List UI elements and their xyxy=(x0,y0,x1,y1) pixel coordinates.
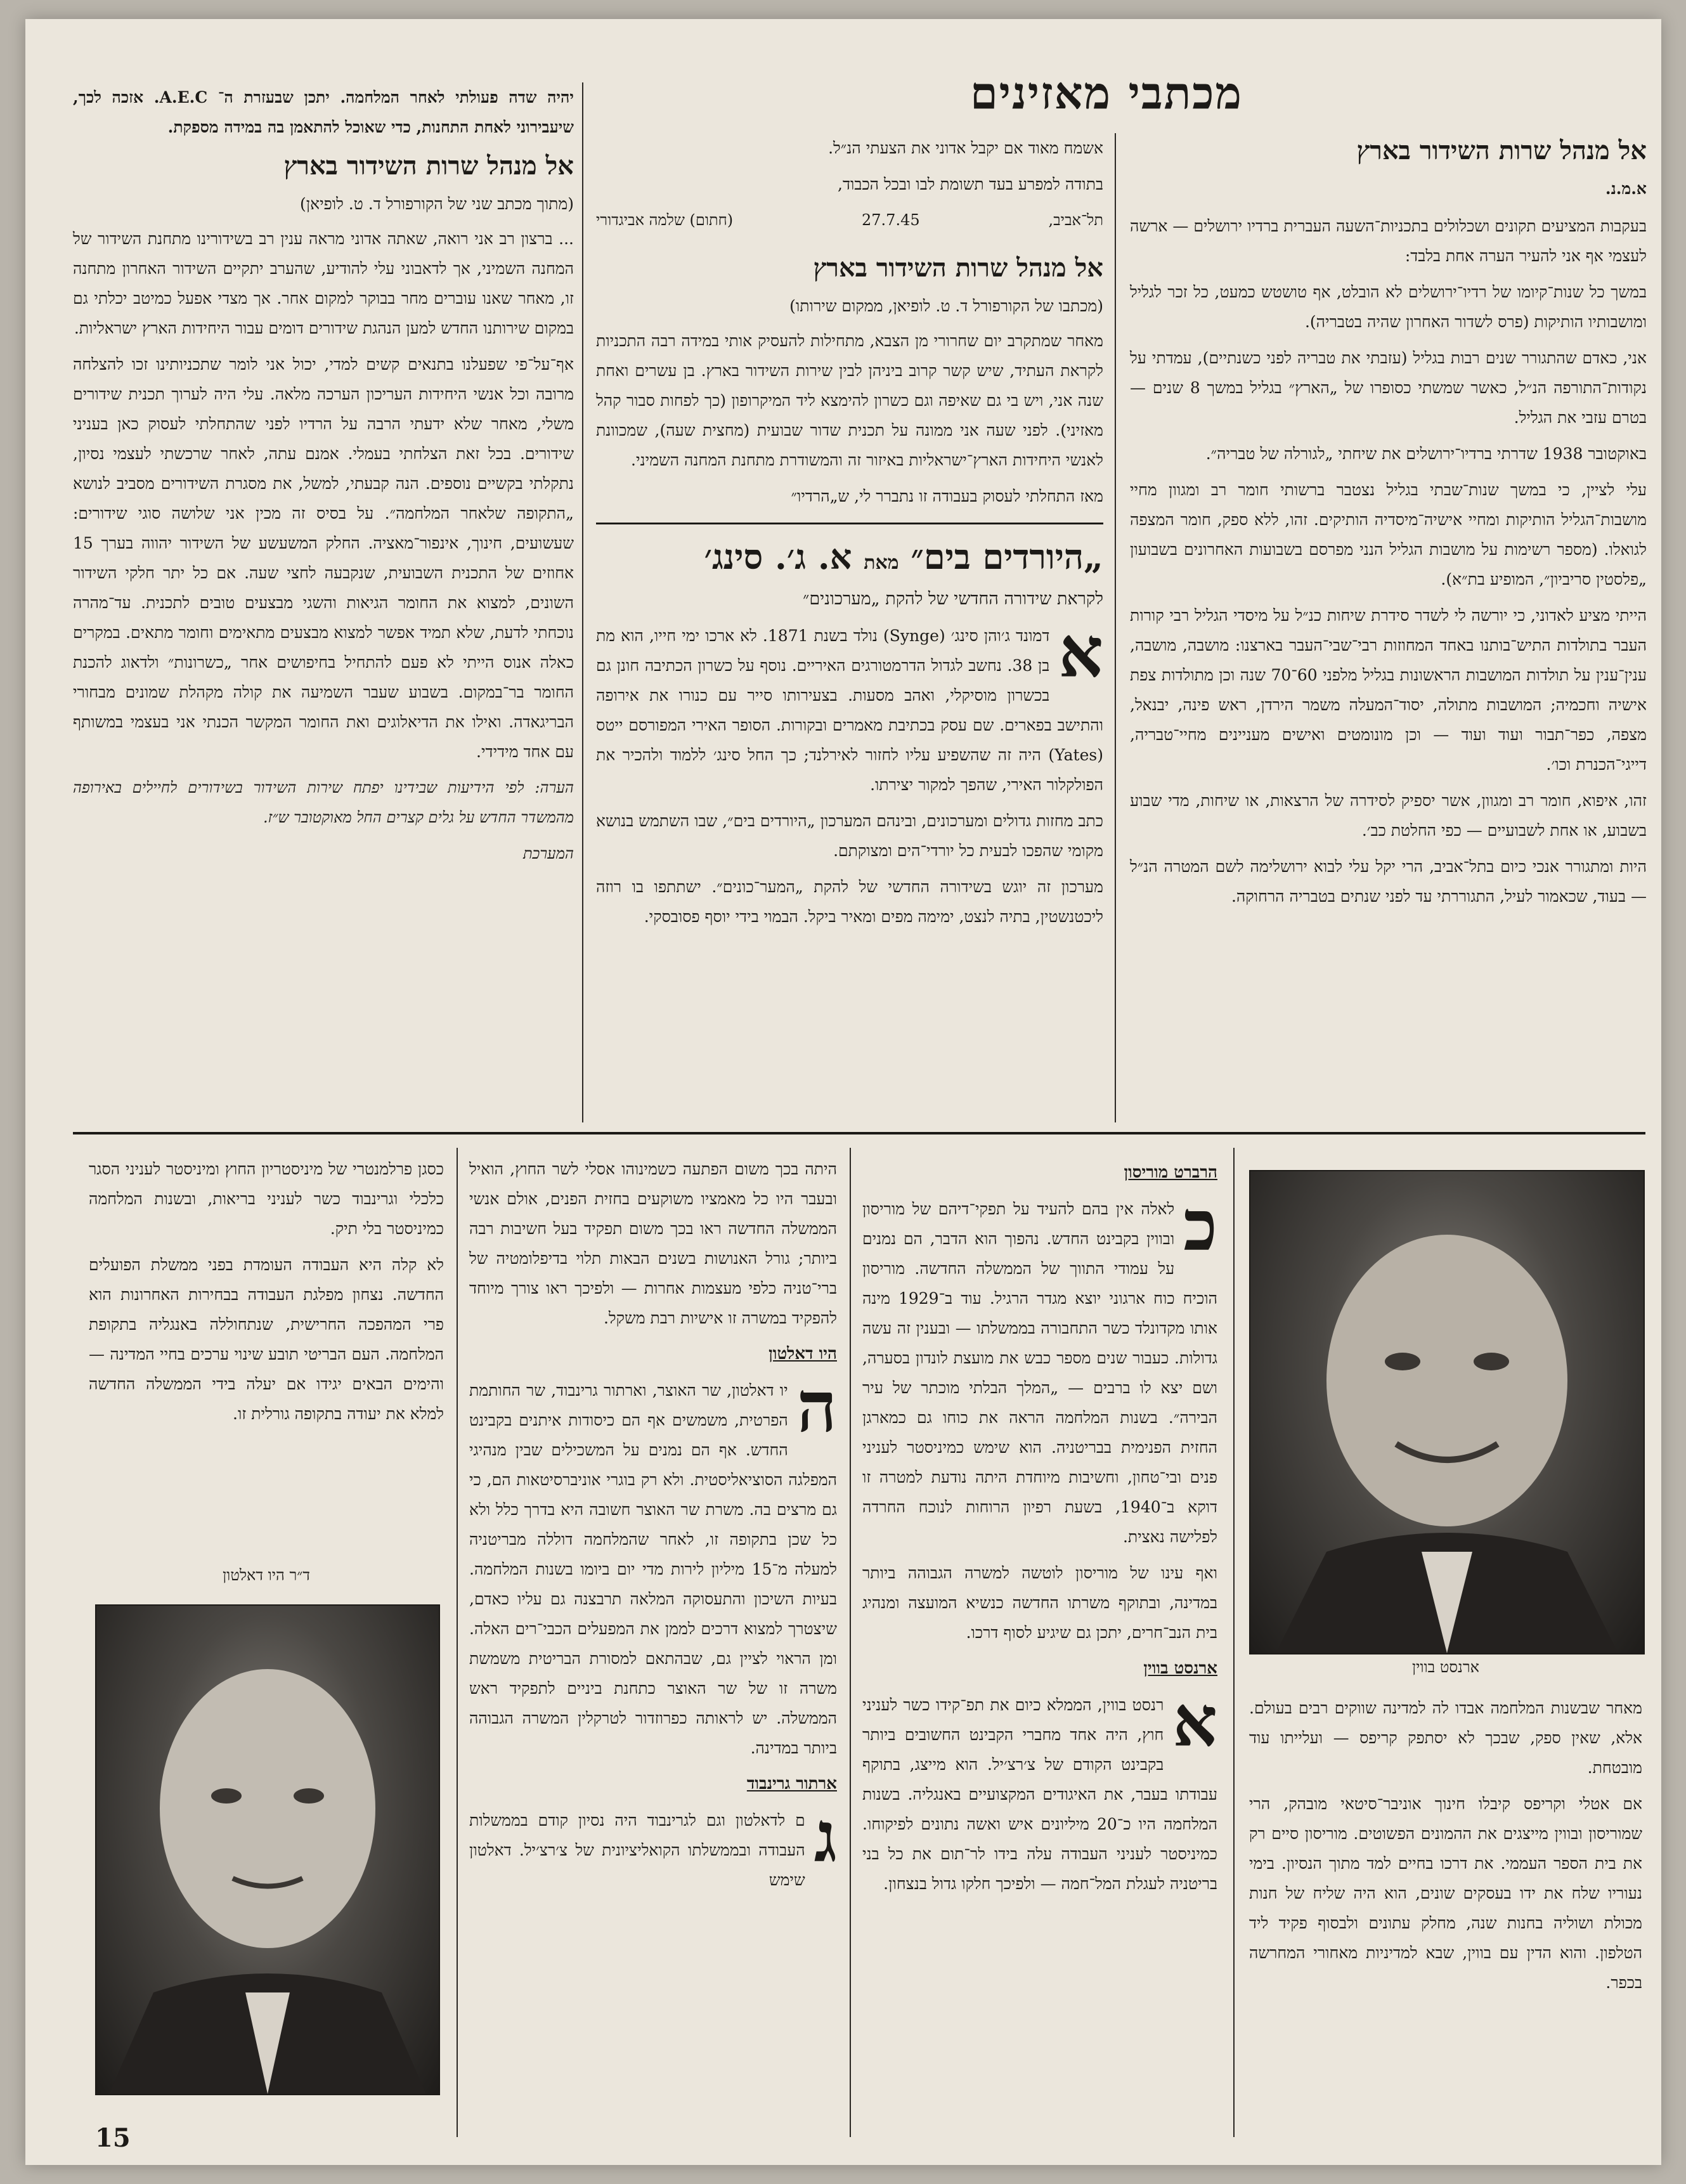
letter-2-continuation: יהיה שדה פעולתי לאחר המלחמה. יתכן שבעזרת ה־ A.E.C. אזכה לכך, שיעבירוני לאחת התחנות, כדי שאוכל להתאמן בה במידה מספקת. xyxy=(73,88,574,136)
greenwood-dropcap: ג xyxy=(814,1796,837,1878)
foreign-minister-paragraph: היתה בכך משום הפתעה כשמינוהו אסלי לשר החוץ, הואיל ובעבר היו כל מאמציו משוקעים בחזית הפנים, אולם אנשי הממשלה החדשה ראו בכך משום תפקיד בעל חשיבות רבה ביותר; גורל האנושות בשנים הבאות תלוי בדיפלומטיה של ברי־טניה כלפי מעצמות אחרות — ולפיכך ראו צורך מיוחד להפקיד במשרה זו אישיות רבת משקל. xyxy=(469,1160,837,1327)
synge-paragraph: דמונד ג׳והן סינג׳ (Synge) נולד בשנת 1871. לא ארכו ימי חייו, הוא מת בן 38. נחשב לגדול הדרמטורגים האיריים. נוסף על כשרון הכתיבה חונן גם בכשרון מוסיקלי, ואהב מסעות. בצעירותו סייר עם כנורו את אירופה והתישב בפארים. שם עסק בכתיבת מאמרים ובקורות. הסופר האירי המפורסם ייטס (Yates) היה זה שהשפיע עליו לחזור לאירלנד; כך החל סינג׳ ללמוד ולהכיר את הפולקלור האירי, שהפך למקור יצירתו. xyxy=(596,627,1103,794)
section-rule xyxy=(596,523,1103,524)
letter-1-paragraph: במשך כל שנות־קיומו של רדיו־ירושלים לא הובלט, אף טושטש כמעט, כל זכר לגליל ומושבותיו הותיקות (פרס לשדור האחרון שהיה בטבריה). xyxy=(1130,283,1647,331)
letter-2-paragraph: מאז התחלתי לעסוק בעבודה זו נתברר לי, ש„הרדיו״ xyxy=(791,487,1103,505)
letter-1-date: 27.7.45 xyxy=(862,211,920,229)
dalton-paragraph: יו דאלטון, שר האוצר, וארתור גרינבוד, שר החותמת הפרטית, משמשים אף הם כיסודות איתנים בקבינט החדש. אף הם נמנים על המשכילים שבין מנהיגי המפלגה הסוציאליסטית. ולא רק בוגרי אוניברסיטאות הם, כי גם מרצים בה. משרת שר האוצר חשובה היא בדרך כלל ולא כל שכן בתקופה זו, לאחר שהמלחמה דוללה מבריטניה למעלה מ־15 מיליון לירות מדי יום ביומו בשנות המלחמה. בעיות השיכון והתעסוקה המלאה תרבצנה גם עליו כאדם, שיצטרך למצוא דרכים לממן את המפעלים הכבי־רים האלה. ומן הראוי לציין גם, שבהתאם למסורת הבריטית משמשת משרה זו של שר האוצר כתחנת ביניים לתפקיד ראש הממשלה. יש לראותה כפרוזדור לטרקלין המשרה הגבוהה ביותר במדינה. xyxy=(469,1381,837,1757)
letter-1-paragraph: היות ומתגורר אנכי כיום בתל־אביב, הרי יקל עלי לבוא ירושלימה לשם המטרה הנ״ל — בעוד, שכאמור לעיל, התגוררתי עד לפני שנתים בטבריה הרחוקה. xyxy=(1130,857,1647,906)
dalton-dropcap: ה xyxy=(796,1366,837,1448)
bevin-continuation-paragraph: אם אטלי וקריפס קיבלו חינוך אוניבר־סיטאי מובהק, הרי שמוריסון ובווין מייצגים את ההמונים הפשוטים. מוריסון סיים רק את בית הספר העממי. את דרכו בחיים למד מתוך הנסיון. בימי נעוריו שלח את ידו בעסקים שונים, הוא היה שליח של חנות מכולת ושוליה בחנות שנה, מחלק עתונים ולבסוף פקיד ליד הטלפון. והוא הדין עם בווין, שבא למדיניות מאחורי המחרשה בכפר. xyxy=(1249,1795,1642,1992)
letter-1-place: תל־אביב, xyxy=(1048,211,1103,229)
bevin-continuation-paragraph: מאחר שבשנות המלחמה אבדו לה למדינה שווקים רבים בעולם. אלא, שאין ספק, שבכך לא יסתפק קריפס — ועלייתו עוד מובטחת. xyxy=(1249,1699,1642,1777)
synge-subtitle: לקראת שידורה החדשי של להקת „מערכונים״ xyxy=(803,589,1103,609)
letter-1-paragraph: אני, כאדם שהתגורר שנים רבות בגליל (עזבתי את טבריה לפני כשנתיים), עמדתי על נקודות־התורפה הנ״ל, כאשר שמשתי כסופרו של „הארץ״ בגליל במשך 8 שנים — בטרם עזבי את הגליל. xyxy=(1130,349,1647,427)
column-divider xyxy=(850,1148,851,2137)
synge-title xyxy=(596,536,1103,584)
letter-3-paragraph: ... ברצון רב אני רואה, שאתה אדוני מראה ענין רב בשידורינו מתחנת השידור של המחנה השמיני, אך לדאבוני עלי להודיע, שהערב יתקיים השידור האחרון מתחנה זו, מאחר שאנו עוברים מחר בבוקר למקום אחר. אך מצדי אפעל כמיטב יכלתי גם במקום שירותנו החדש למען הנהגת שידורים דומים עבור היחידות הארץ ישראליות. xyxy=(73,230,574,337)
bevin-paragraph: רנסט בווין, הממלא כיום את תפ־קידו כשר לעניני חוץ, היה אחד מחברי הקבינט החשובים ביותר בקבינט הקודם של צ׳רצ׳יל. הוא מייצג, בתוקף עבודתו בעבר, את האיגודים המקצועיים באנגליה. בשנות המלחמה היו כ־20 מיליונים איש ואשה נתונים לפיקוחו. כמיניסטר לעניני העבודה עלה בידו לר־תום את כל בני בריטניה לעגלת המל־חמה — ולפיכך חלקו גדול בנצחון. xyxy=(862,1696,1217,1893)
morrison-paragraph: ואף עינו של מוריסון לוטשה למשרה הגבוהה ביותר במדינה, ובתוקף משרתו החדשה כנשיא המועצה ומנהיג בית הנב־חרים, יתכן גם שיגיע לסוף דרכו. xyxy=(862,1564,1217,1642)
letter-3-subheading: (מתוך מכתב שני של הקורפורל ד. ט. לופיאן) xyxy=(299,195,574,213)
synge-dropcap: א xyxy=(1058,611,1103,693)
letter-1-paragraph: עלי לציין, כי במשך שנות־שבתי בגליל נצטבר ברשותי חומר רב ומגוון מחיי מושבות־הגליל הותיקות ומחיי אישיה־מיסדיה הותיקים. זהו, ללא ספק, חומר המצפה לגואלו. (מספר רשימות על מושבות הגליל הנני מפרסם בשבועות האחרונים בשבועון „פלסטין סריביון״, המופיע בת״א). xyxy=(1130,481,1647,588)
bevin-continuation-column xyxy=(1249,1693,1642,2004)
letter-3-paragraph: אף־על־פי שפעלנו בתנאים קשים למדי, יכול אני לומר שתכניותינו זכו להצלחה מרובה וכל אנשי היחידות העריכון הערכה מלאה. עלי היה לערוך תכנית שידורים משלי, מאחר שלא ידעתי הרבה על הרדיו לפני שהתחלתי לעסוק כאן בעניני שידורים. בכל זאת הצלחתי בעמלי. אמנם עתה, לאחר שרכשתי לעצמי נסיון, נתקלתי בקשיים נוספים. הנה קבעתי, למשל, את מסגרת השידורים מסביב לנושא „התקופה שלאחר המלחמה״. על בסיס זה מכין אני שלושה סוגי שידורים: שעשועים, חינוך, אינפור־מאציה. החלק המשעשע של השידור יהווה בערך 15 אחוזים של התכנית השבועית, שנקבעה לחצי שעה. אם כל יתר חלקי השידור השונים, למצוא את החומר הגיאות והשגי מבצעים טובים לתכנית. עד־מהרה נוכחתי לדעת, שלא תמיד אפשר למצוא מבצעים מתאימים וחומר מתאים. במקרים כאלה אנוס הייתי לא פעם להתחיל בחיפושים אחר „כשרונות״ ולדאוג להכנת החומר בר־במקום. בשבוע שעבר השמיעה את קולה מקהלת שמונים מבחורי הבריגאדה. ואילו את הדיאלוגים ואת החומר המקשר הכנתי אני בעצמי במשותף עם אחד מידידי. xyxy=(73,355,574,761)
editor-note-sign: המערכת xyxy=(522,845,574,862)
letter-1-paragraph: הייתי מציע לאדוני, כי יורשה לי לשדר סידרת שיחות כנ״ל על מיסדי הגליל רבי קורות העבר בתולדות התיש־בותנו באחד המחוזות רבי־שבי־העבר בארצנו: מושבה, מושבה, ענין־ענין על תולדות המושבות הראשונות בגליל מלפני 60־70 שנה וכן מתולדות צפת אישיה וחכמיה; המושבות מתולה, יסוד־המעלה משמר הירדן, ראש פינה, יבנאל, מצפה, כפר־תבור ועוד ועוד — וכן מונומטים ואישים מעניינים מחיי־טבריה, דייגי־הכנרת וכו׳. xyxy=(1130,606,1647,774)
synge-title-by: מאת xyxy=(864,552,899,574)
masthead-title: מכתבי מאזינים xyxy=(970,67,1243,119)
labour-government-column xyxy=(89,1154,444,1435)
portrait-placeholder-icon xyxy=(96,1606,439,2094)
letter-2-heading: אל מנהל שרות השידור בארץ xyxy=(813,253,1103,283)
bevin-heading: ארנסט בווין xyxy=(1143,1659,1217,1678)
dalton-photo xyxy=(95,1604,440,2095)
morrison-heading: הרברט מוריסון xyxy=(1124,1163,1217,1182)
dalton-greenwood-column xyxy=(469,1154,837,1901)
letter-1-paragraph: באוקטובר 1938 שדרתי ברדיו־ירושלים את שיחתי „לגורלה של טבריה״. xyxy=(1205,445,1647,463)
dalton-heading: היו דאלטון xyxy=(768,1344,837,1363)
greenwood-heading: ארתור גרינבוד xyxy=(746,1774,837,1793)
synge-paragraph: מערכון זה יוגש בשידורה החדשי של להקת „המער־כונים״. ישתתפו בו רוזה ליכטנשטין, בתיה לנצט, ימימה מפים ומאיר ביקל. הבמוי בידי יוסף פסובסקי. xyxy=(596,878,1103,926)
letter-1-paragraph: בעקבות המציעים תקונים ושכלולים בתכניות־השעה העברית ברדיו ירושלים — ארשה לעצמי אף אני להעיר הערה אחת בלבד: xyxy=(1130,217,1647,265)
column-divider xyxy=(1115,133,1116,1122)
letter-2-column xyxy=(596,133,1103,938)
morrison-dropcap: כ xyxy=(1183,1185,1217,1266)
labour-paragraph: כסגן פרלמנטרי של מיניסטריון החוץ ומיניסטר לעניני הסגר כלכלי וגרינבוד כשר לעניני בריאות, ובשנות המלחמה כמיניסטר בלי תיק. xyxy=(89,1160,444,1238)
letter-1-closing-line: בתודה למפרע בעד תשומת לבו ובכל הכבוד, xyxy=(838,175,1103,193)
letter-1-column xyxy=(1130,133,1647,918)
morrison-paragraph: לאלה אין בהם להעיד על תפקי־דיהם של מוריסון ובווין בקבינט החדש. נהפוך הוא הדבר, הם נמנים על עמודי התווך של הממשלה החדשה. מוריסון הוכיח כוח ארגוני יוצא מגדר הרגיל. עוד ב־1929 מינה אותו מקדונלד כשר התחבורה בממשלתו — ובענין זה עשה גדולות. כעבור שנים מספר כבש את מועצת לונדון בסערה, ושם יצא לו ברבים — „המלך הבלתי מוכתר של עיר הבירה״. בשנות המלחמה הראה את כוחו גם כמארגן החזית הפנימית בבריטניה. הוא שימש כמיניסטר לעניני פנים ובי־טחון, וחשיבות מיוחדת היתה נודעת למטרה זו דוקא ב־1940, בשעת רפיון הרוחות לנוכח החרדה לפלישה נאצית. xyxy=(862,1200,1217,1546)
letter-2-subheading: (מכתבו של הקורפורל ד. ט. לופיאן, ממקום שירותו) xyxy=(789,297,1103,315)
synge-title-play: „היורדים בים״ xyxy=(911,536,1103,577)
synge-article xyxy=(596,536,1103,932)
letter-1-salutation: א.מ.נ. xyxy=(1605,179,1647,198)
horizontal-divider xyxy=(73,1132,1645,1134)
letter-1-closing-line: אשמח מאוד אם יקבל אדוני את הצעתי הנ״ל. xyxy=(828,139,1103,157)
letter-1-heading: אל מנהל שרות השידור בארץ xyxy=(1356,136,1647,166)
letter-3-column xyxy=(73,82,574,875)
dalton-caption: ד״ר היו דאלטון xyxy=(223,1566,310,1584)
letter-1-signature: (חתום) שלמה אביגדורי xyxy=(596,211,734,229)
page-number: 15 xyxy=(95,2123,131,2153)
letter-2-paragraph: מאחר שמתקרב יום שחרורי מן הצבא, מתחילות להעסיק אותי במידה רבה התכניות לקראת העתיד, שיש קשר קרוב ביניהן לבין שירות השידור בארץ. בן עשרים ואחת שנה אני, ויש בי גם שאיפה וגם כשרון להימצא ליד המיקרופון (כך לפחות סבור קהל מאזיני). לפני שעה אני ממונה על תכנית שדור שבועית (מחצית שעה), שמכוונת לאנשי היחידות הארץ־ישראליות באיזור זה והמשודרת מתחנת המחנה השמיני. xyxy=(596,332,1103,469)
letter-1-signoff xyxy=(596,205,1103,235)
synge-title-author: א. ג׳. סינג׳ xyxy=(704,536,852,577)
column-divider xyxy=(582,82,583,1122)
editor-note: הערה: לפי הידיעות שבידינו יפתח שירות השידור בשידורים לחיילים באירופה מהמשדר החדש על גלים קצרים החל מאוקטובר ש״ז. xyxy=(73,779,574,826)
column-divider xyxy=(457,1148,458,2137)
letter-3-heading: אל מנהל שרות השידור בארץ xyxy=(283,151,574,181)
portrait-placeholder-icon xyxy=(1250,1171,1644,1653)
letter-1-paragraph: זהו, איפוא, חומר רב ומגוון, אשר יספיק לסידרה של הרצאות, או שיחות, מדי שבוע בשבוע, או אחת לשבועיים — כפי החלטת כב׳. xyxy=(1130,791,1647,840)
bevin-dropcap: א xyxy=(1172,1680,1217,1762)
synge-paragraph: כתב מחזות גדולים ומערכונים, ובינהם המערכון „היורדים בים״, שבו השתמש בנושא מקומי שהפכו לבעית כל יורדי־הים ומצוקתם. xyxy=(596,812,1103,860)
bevin-photo xyxy=(1249,1170,1645,1654)
column-divider xyxy=(1233,1148,1235,2137)
morrison-bevin-column xyxy=(862,1154,1217,1905)
newspaper-page xyxy=(25,19,1661,2165)
labour-paragraph: לא קלה היא העבודה העומדת בפני ממשלת הפועלים החדשה. נצחון מפלגת העבודה בבחירות האחרונות הוא פרי המהפכה החרישית, שנתחוללה באנגליה בתקופת המלחמה. העם הבריטי תובע שינוי ערכים בחיי המדינה — והימים הבאים יגידו אם יעלה בידי הממשלה החדשה למלא את יעודה בתקופה גורלית זו. xyxy=(89,1256,444,1423)
greenwood-paragraph: ם לדאלטון וגם לגרינבוד היה נסיון קודם בממשלות העבודה ובממשלתו הקואליציונית של צ׳רצ׳יל. דאלטון שימש xyxy=(469,1811,805,1889)
bevin-caption: ארנסט בווין xyxy=(1411,1658,1480,1676)
